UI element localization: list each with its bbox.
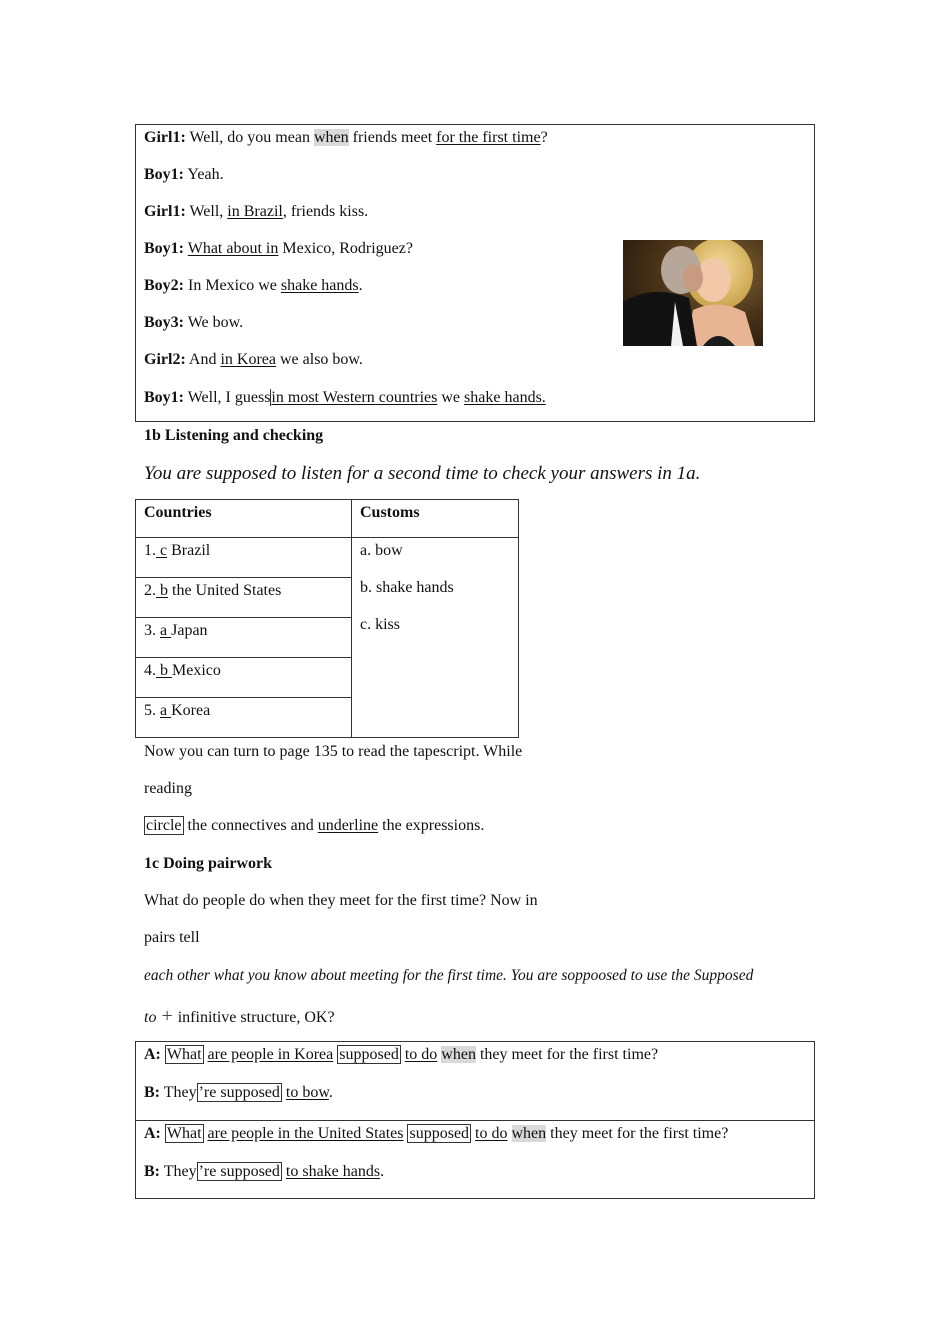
speaker: B: (144, 1084, 160, 1101)
text: Mexico, Rodriguez? (278, 240, 413, 257)
pair-2-answer (144, 1162, 384, 1182)
speaker: Boy1: (144, 166, 184, 183)
subject: are people in Korea (207, 1046, 334, 1063)
question-word: What (166, 1125, 202, 1142)
header-text: Countries (144, 504, 212, 521)
custom-item: c. kiss (360, 616, 400, 633)
text: they meet for the first time? (475, 1046, 659, 1063)
dialog-line-6 (144, 313, 243, 333)
infinitive: to do (475, 1125, 508, 1142)
country: Japan (171, 622, 208, 639)
text: friends meet (348, 129, 437, 146)
tapescript-instruction-3 (144, 816, 484, 836)
pair-1-question (144, 1045, 658, 1065)
text: ? (540, 129, 548, 146)
table-row (136, 578, 352, 618)
text: the expressions. (378, 817, 485, 834)
text: , friends kiss. (282, 203, 369, 220)
row-number: 5. (144, 702, 160, 719)
pair-2-question (144, 1124, 728, 1144)
expression: in Korea (220, 351, 276, 368)
country: Mexico (172, 662, 221, 679)
speaker: Girl1: (144, 203, 186, 220)
country: Brazil (167, 542, 211, 559)
dialog-line-1 (144, 128, 548, 148)
supposed: supposed (409, 1125, 470, 1142)
speaker: Girl2: (144, 351, 186, 368)
infinitive: to bow (285, 1084, 329, 1101)
text: the connectives and (183, 817, 318, 834)
speaker: A: (144, 1125, 161, 1142)
expression: What about in (187, 240, 279, 257)
section-1c-title (144, 854, 272, 874)
table-row (136, 618, 352, 658)
circle-word: circle (146, 817, 182, 834)
text: Well, (189, 203, 228, 220)
custom-item: a. bow (360, 542, 403, 559)
expression: in Brazil (227, 203, 283, 220)
dialog-line-4 (144, 239, 413, 259)
text: They (160, 1163, 197, 1180)
dialog-line-3 (144, 202, 368, 222)
expression: in most Western countries (271, 389, 438, 406)
text: we also bow. (275, 351, 363, 368)
text: infinitive structure, OK? (177, 1009, 335, 1026)
text: And (188, 351, 221, 368)
table-row (136, 698, 352, 738)
row-number: 4. (144, 662, 156, 679)
speaker: B: (144, 1163, 160, 1180)
speaker: Boy1: (144, 389, 184, 406)
dialog-line-7 (144, 350, 363, 370)
connective-when: when (441, 1046, 476, 1063)
section-1b-instruction: You are supposed to listen for a second time to check your answers in 1a. (144, 463, 701, 484)
header-text: Customs (360, 504, 420, 521)
row-number: 2. (144, 582, 156, 599)
text: we (437, 389, 465, 406)
header-countries (136, 500, 352, 538)
text: they meet for the first time? (546, 1125, 729, 1142)
expression: shake hands (280, 277, 359, 294)
subject: are people in the United States (207, 1125, 404, 1142)
speaker: Boy1: (144, 240, 184, 257)
dialog-line-2 (144, 165, 224, 185)
text: In Mexico we (188, 277, 281, 294)
pair-1-answer (144, 1083, 333, 1103)
text: Yeah. (187, 166, 224, 183)
text: They (160, 1084, 197, 1101)
text: to (144, 1009, 157, 1026)
infinitive: to do (404, 1046, 438, 1063)
text: . (358, 277, 363, 294)
infinitive: to shake hands (285, 1163, 381, 1180)
expression: for the first time (436, 129, 541, 146)
row-number: 1. (144, 542, 156, 559)
connective-when: when (511, 1125, 547, 1142)
section-1c-line-1: What do people do when they meet for the first time? Now in (144, 892, 538, 909)
expression: shake hands. (464, 389, 546, 406)
text: Well, do you mean (189, 129, 314, 146)
supposed: ’re supposed (198, 1084, 280, 1101)
heading: 1c Doing pairwork (144, 855, 272, 872)
connective-when: when (313, 129, 349, 146)
section-1b-title (144, 426, 323, 446)
underline-word: underline (317, 817, 379, 834)
section-1c-line-2: pairs tell (144, 929, 200, 946)
plus-sign: + (156, 1005, 178, 1027)
supposed: supposed (339, 1046, 399, 1063)
answer: a (160, 702, 172, 719)
table-row (136, 658, 352, 698)
speaker: Boy3: (144, 314, 184, 331)
custom-item: b. shake hands (360, 579, 454, 596)
country: Korea (171, 702, 211, 719)
speaker: A: (144, 1046, 161, 1063)
answer: b (156, 662, 172, 679)
text: . (380, 1163, 385, 1180)
text: Well, I guess (187, 389, 271, 406)
dialog-line-8 (144, 388, 546, 408)
tapescript-instruction-1: Now you can turn to page 135 to read the tapescript. While (144, 743, 523, 760)
dialog-line-5 (144, 276, 363, 296)
speaker: Girl1: (144, 129, 186, 146)
text: . (328, 1084, 333, 1101)
supposed: ’re supposed (198, 1163, 280, 1180)
header-customs (352, 500, 519, 538)
answer: c (156, 542, 168, 559)
greeting-kiss-photo (623, 240, 763, 346)
section-1c-line-3: each other what you know about meeting for the first time. You are soppoosed to use the Supposed (144, 967, 754, 984)
text: We bow. (187, 314, 244, 331)
table-row (136, 538, 352, 578)
answer: a (160, 622, 172, 639)
question-word: What (166, 1046, 202, 1063)
section-1c-line-4 (144, 1006, 335, 1028)
heading: 1b Listening and checking (144, 427, 324, 444)
row-number: 3. (144, 622, 160, 639)
speaker: Boy2: (144, 277, 184, 294)
customs-cell (352, 538, 519, 738)
answer: b (156, 582, 168, 599)
tapescript-instruction-2: reading (144, 780, 192, 797)
country: the United States (168, 582, 282, 599)
countries-customs-table (135, 499, 519, 738)
